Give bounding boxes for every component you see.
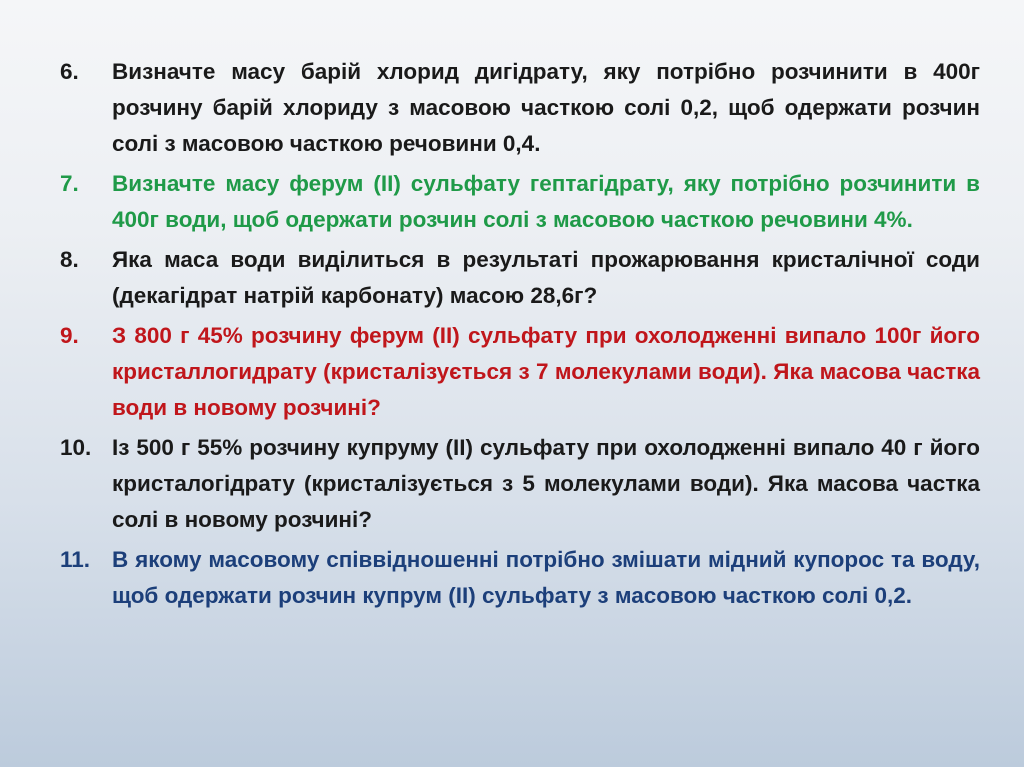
task-item-11 xyxy=(60,542,980,614)
task-text: Визначте масу ферум (ІІ) сульфату гептагідрату, яку потрібно розчинити в 400г води, щоб одержати розчин солі з масовою часткою речовини 4%. xyxy=(112,171,980,232)
task-item-10 xyxy=(60,430,980,538)
task-item-7 xyxy=(60,166,980,238)
task-text: В якому масовому співвідношенні потрібно змішати мідний купорос та воду, щоб одержати розчин купрум (ІІ) сульфату з масовою часткою солі 0,2. xyxy=(112,547,980,608)
task-number: 8. xyxy=(60,247,79,272)
task-number: 11. xyxy=(60,547,91,572)
task-text: З 800 г 45% розчину ферум (ІІ) сульфату при охолодженні випало 100г його кристаллогидрату (кристалізується з 7 молекулами води). Яка масова частка води в новому розчині? xyxy=(112,323,980,420)
task-list xyxy=(60,54,980,618)
task-number: 9. xyxy=(60,323,79,348)
task-item-9 xyxy=(60,318,980,426)
task-number: 10. xyxy=(60,435,92,460)
task-text: Із 500 г 55% розчину купруму (ІІ) сульфату при охолодженні випало 40 г його кристалогідрату (кристалізується з 5 молекулами води). Яка масова частка солі в новому розчині? xyxy=(112,435,980,532)
task-number: 6. xyxy=(60,59,79,84)
task-text: Визначте масу барій хлорид дигідрату, яку потрібно розчинити в 400г розчину барій хлориду з масовою часткою солі 0,2, щоб одержати розчин солі з масовою часткою речовини 0,4. xyxy=(112,59,980,156)
task-item-6 xyxy=(60,54,980,162)
task-item-8 xyxy=(60,242,980,314)
task-number: 7. xyxy=(60,171,79,196)
task-text: Яка маса води виділиться в результаті прожарювання кристалічної соди (декагідрат натрій карбонату) масою 28,6г? xyxy=(112,247,980,308)
